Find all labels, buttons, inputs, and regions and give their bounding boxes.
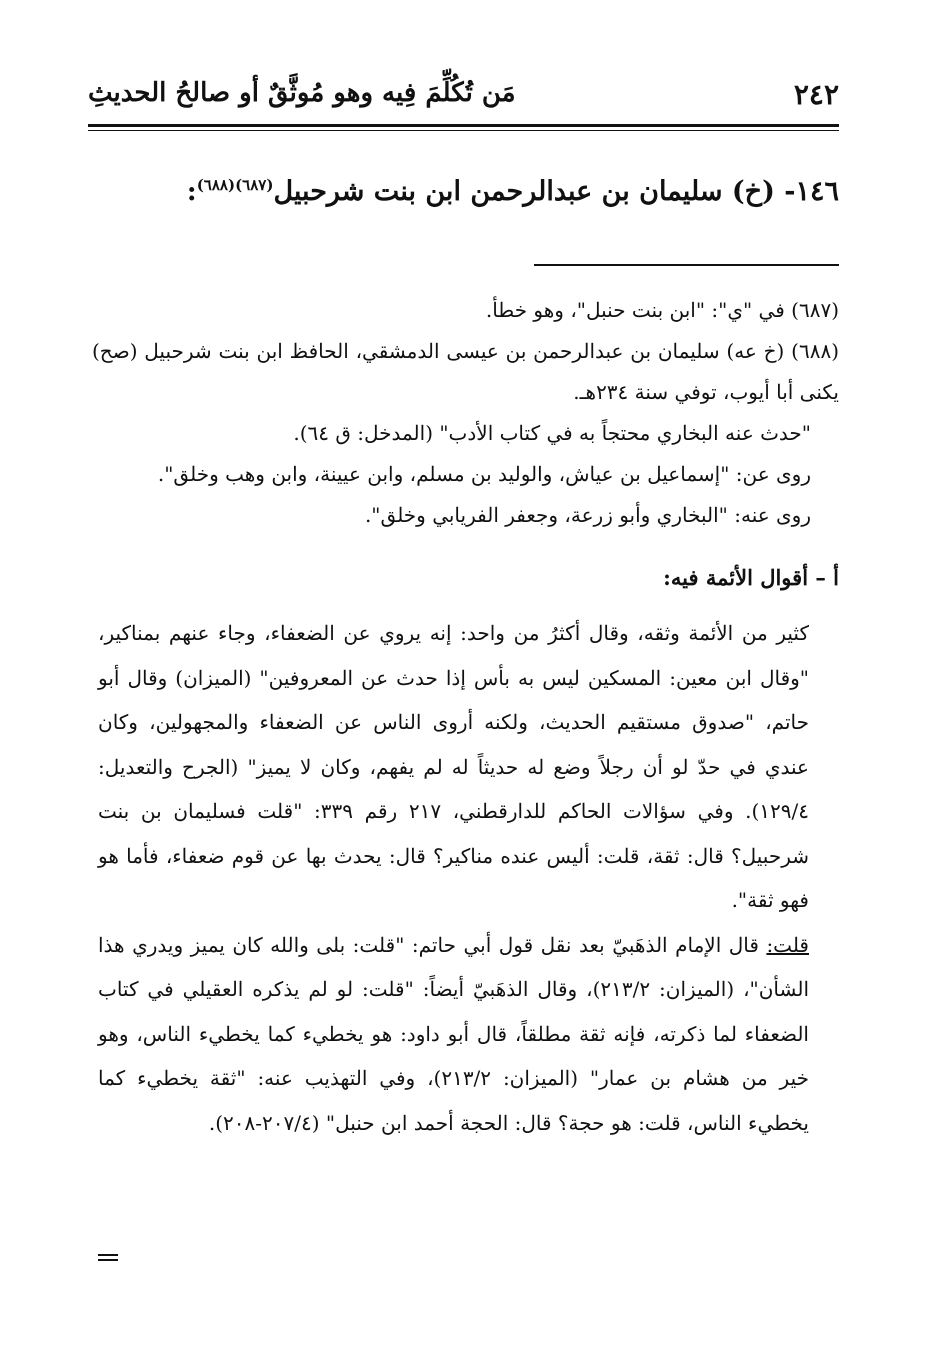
footnotes	[92, 290, 839, 536]
entry-colon: :	[186, 176, 197, 207]
footnote-688-bukhari: "حدث عنه البخاري محتجاً به في كتاب الأدب" (المدخل: ق ٦٤).	[293, 421, 811, 445]
paragraph-dhahabi	[98, 923, 809, 1146]
footnote-687: (٦٨٧) في "ي": "ابن بنت حنبل"، وهو خطأ.	[485, 298, 839, 322]
footnote-refs: (٦٨٧)(٦٨٨)	[196, 176, 274, 194]
qult-label: قلت:	[766, 932, 809, 957]
page-header	[88, 70, 839, 122]
footnote-separator	[534, 264, 839, 266]
section-heading: أ – أقوال الأئمة فيه:	[663, 565, 839, 590]
footnote-688-narrated-from: روى عن: "إسماعيل بن عياش، والوليد بن مسلم، وابن عيينة، وابن وهب وخلق".	[157, 462, 811, 486]
entry-title: ١٤٦- (خ) سليمان بن عبدالرحمن ابن بنت شرحبيل	[273, 176, 839, 207]
running-title: مَن تُكُلِّمَ فِيه وهو مُوثَّقٌ أو صالحُ الحديثِ	[88, 78, 516, 108]
header-rule-thin	[88, 130, 839, 131]
end-mark	[98, 1254, 118, 1261]
paragraph-imams-sayings: كثير من الأئمة وثقه، وقال أكثرُ من واحد: إنه يروي عن الضعفاء، وجاء عنهم بمناكير، "وقال ابن معين: المسكين ليس به بأس إذا حدث عن المعروفين" (الميزان) وقال أبو حاتم، "صدوق مستقيم الحديث، ولكنه أروى الناس عن الضعفاء والمجهولين، وكان عندي في حدّ لو أن رجلاً وضع له حديثاً له لم يفهم، وكان لا يميز" (الجرح والتعديل: ١٢٩/٤). وفي سؤالات الحاكم للدارقطني، ٢١٧ رقم ٣٣٩: "قلت فسليمان بن بنت شرحبيل؟ قال: ثقة، قلت: أليس عنده مناكير؟ قال: يحدث بها عن قوم ضعفاء، فأما هو فهو ثقة".	[98, 621, 810, 912]
body-text	[98, 611, 809, 1145]
paragraph-dhahabi-text: قال الإمام الذهَبيّ بعد نقل قول أبي حاتم: "قلت: بلى والله كان يميز ويدري هذا الشأن"، (الميزان: ٢١٣/٢)، وقال الذهَبيّ أيضاً: "قلت: لو لم يذكره العقيلي في كتاب الضعفاء لما ذكرته، فإنه ثقة مطلقاً، قال أبو داود: هو يخطيء كما يخطيء الناس، وهو خير من هشام بن عمار" (الميزان: ٢١٣/٢)، وفي التهذيب عنه: "ثقة يخطيء كما يخطيء الناس، قلت: هو حجة؟ قال: الحجة أحمد ابن حنبل" (٢٠٧/٤-٢٠٨).	[98, 932, 809, 1135]
footnote-688: (٦٨٨) (خ عه) سليمان بن عبدالرحمن بن عيسى الدمشقي، الحافظ ابن بنت شرحبيل (صح) يكنى أبا أيوب، توفي سنة ٢٣٤هـ.	[92, 339, 839, 404]
header-rule	[88, 124, 839, 127]
entry-heading	[150, 165, 839, 212]
footnote-688-narrated-by: روى عنه: "البخاري وأبو زرعة، وجعفر الفريابي وخلق".	[364, 503, 811, 527]
page-number: ٢٤٢	[793, 78, 839, 111]
